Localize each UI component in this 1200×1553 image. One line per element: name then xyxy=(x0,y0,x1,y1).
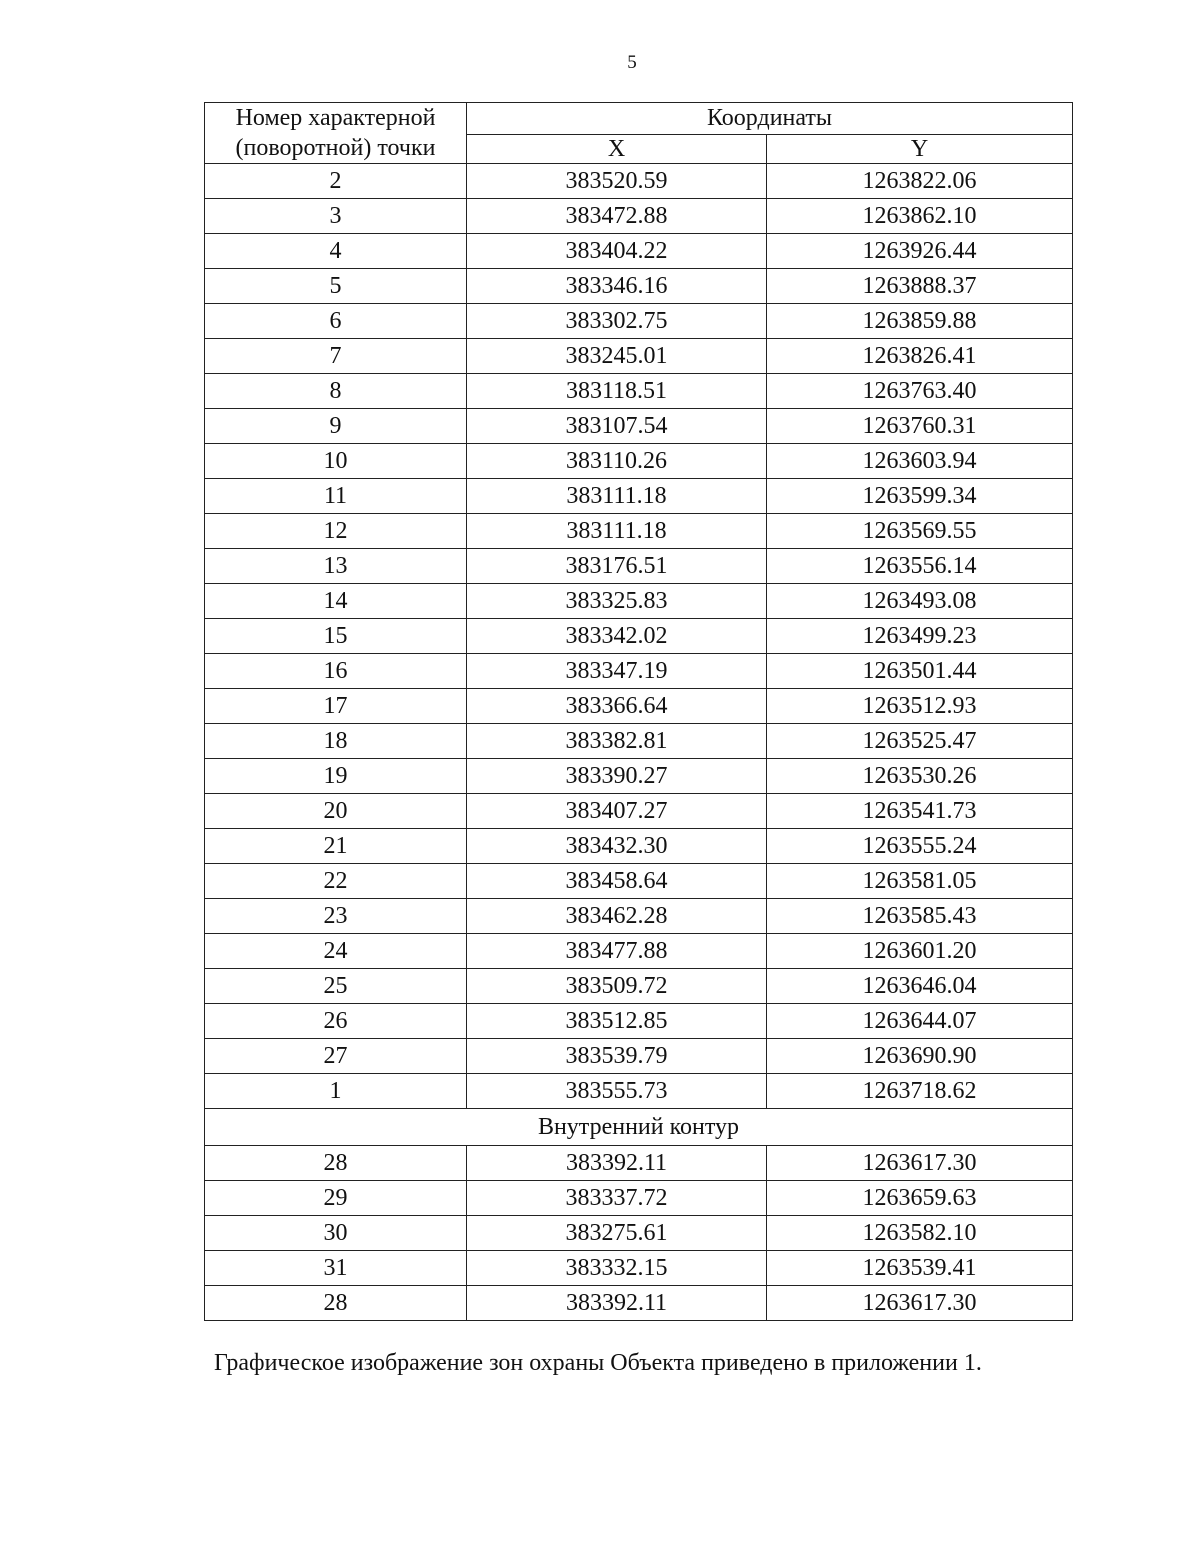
cell-y: 1263659.63 xyxy=(767,1181,1073,1216)
cell-x: 383107.54 xyxy=(467,409,767,444)
cell-point: 17 xyxy=(205,689,467,724)
table-row xyxy=(205,969,1073,1004)
cell-y: 1263826.41 xyxy=(767,339,1073,374)
cell-y: 1263512.93 xyxy=(767,689,1073,724)
cell-point: 25 xyxy=(205,969,467,1004)
cell-y: 1263822.06 xyxy=(767,164,1073,199)
table-row xyxy=(205,864,1073,899)
cell-point: 5 xyxy=(205,269,467,304)
cell-x: 383392.11 xyxy=(467,1146,767,1181)
cell-x: 383472.88 xyxy=(467,199,767,234)
cell-y: 1263499.23 xyxy=(767,619,1073,654)
cell-x: 383302.75 xyxy=(467,304,767,339)
inner-contour-title: Внутренний контур xyxy=(205,1109,1073,1146)
table-row xyxy=(205,409,1073,444)
table-row xyxy=(205,234,1073,269)
cell-point: 2 xyxy=(205,164,467,199)
cell-x: 383520.59 xyxy=(467,164,767,199)
table-row xyxy=(205,549,1073,584)
cell-x: 383245.01 xyxy=(467,339,767,374)
table-row xyxy=(205,654,1073,689)
cell-y: 1263862.10 xyxy=(767,199,1073,234)
cell-point: 23 xyxy=(205,899,467,934)
cell-y: 1263888.37 xyxy=(767,269,1073,304)
cell-point: 12 xyxy=(205,514,467,549)
cell-x: 383176.51 xyxy=(467,549,767,584)
cell-y: 1263601.20 xyxy=(767,934,1073,969)
cell-point: 24 xyxy=(205,934,467,969)
cell-x: 383332.15 xyxy=(467,1251,767,1286)
cell-y: 1263530.26 xyxy=(767,759,1073,794)
cell-y: 1263763.40 xyxy=(767,374,1073,409)
cell-point: 3 xyxy=(205,199,467,234)
cell-point: 6 xyxy=(205,304,467,339)
cell-point: 18 xyxy=(205,724,467,759)
cell-point: 29 xyxy=(205,1181,467,1216)
cell-point: 31 xyxy=(205,1251,467,1286)
cell-x: 383111.18 xyxy=(467,514,767,549)
table-row xyxy=(205,619,1073,654)
table-row xyxy=(205,899,1073,934)
table-row xyxy=(205,374,1073,409)
cell-y: 1263617.30 xyxy=(767,1146,1073,1181)
table-row xyxy=(205,1039,1073,1074)
table-row xyxy=(205,304,1073,339)
cell-x: 383432.30 xyxy=(467,829,767,864)
cell-x: 383404.22 xyxy=(467,234,767,269)
table-row xyxy=(205,584,1073,619)
cell-x: 383366.64 xyxy=(467,689,767,724)
cell-point: 20 xyxy=(205,794,467,829)
cell-x: 383407.27 xyxy=(467,794,767,829)
cell-y: 1263646.04 xyxy=(767,969,1073,1004)
table-row xyxy=(205,829,1073,864)
table-row xyxy=(205,1216,1073,1251)
cell-point: 10 xyxy=(205,444,467,479)
cell-point: 7 xyxy=(205,339,467,374)
table-row xyxy=(205,339,1073,374)
cell-y: 1263539.41 xyxy=(767,1251,1073,1286)
cell-x: 383118.51 xyxy=(467,374,767,409)
cell-y: 1263581.05 xyxy=(767,864,1073,899)
cell-point: 19 xyxy=(205,759,467,794)
table-row xyxy=(205,199,1073,234)
cell-point: 16 xyxy=(205,654,467,689)
cell-y: 1263582.10 xyxy=(767,1216,1073,1251)
table-row xyxy=(205,934,1073,969)
table-row xyxy=(205,759,1073,794)
cell-point: 13 xyxy=(205,549,467,584)
cell-point: 11 xyxy=(205,479,467,514)
cell-x: 383512.85 xyxy=(467,1004,767,1039)
cell-y: 1263569.55 xyxy=(767,514,1073,549)
table-row xyxy=(205,269,1073,304)
cell-x: 383477.88 xyxy=(467,934,767,969)
table-row xyxy=(205,689,1073,724)
cell-point: 8 xyxy=(205,374,467,409)
cell-x: 383509.72 xyxy=(467,969,767,1004)
cell-point: 30 xyxy=(205,1216,467,1251)
table-row xyxy=(205,1074,1073,1109)
coordinates-table xyxy=(204,102,1073,1321)
cell-point: 28 xyxy=(205,1286,467,1321)
cell-x: 383275.61 xyxy=(467,1216,767,1251)
table-row xyxy=(205,1181,1073,1216)
cell-y: 1263493.08 xyxy=(767,584,1073,619)
table-row xyxy=(205,1004,1073,1039)
inner-contour-body xyxy=(205,1146,1073,1321)
table-row xyxy=(205,1146,1073,1181)
header-point-number: Номер характерной (поворотной) точки xyxy=(205,103,467,164)
cell-point: 14 xyxy=(205,584,467,619)
page-number: 5 xyxy=(627,52,637,73)
table-row xyxy=(205,514,1073,549)
header-y: Y xyxy=(767,134,1073,163)
cell-x: 383462.28 xyxy=(467,899,767,934)
cell-x: 383390.27 xyxy=(467,759,767,794)
cell-y: 1263859.88 xyxy=(767,304,1073,339)
cell-x: 383382.81 xyxy=(467,724,767,759)
cell-y: 1263644.07 xyxy=(767,1004,1073,1039)
table-row xyxy=(205,164,1073,199)
cell-y: 1263555.24 xyxy=(767,829,1073,864)
table-row xyxy=(205,724,1073,759)
cell-point: 1 xyxy=(205,1074,467,1109)
cell-point: 26 xyxy=(205,1004,467,1039)
cell-y: 1263760.31 xyxy=(767,409,1073,444)
header-coordinates: Координаты xyxy=(467,103,1073,135)
cell-y: 1263541.73 xyxy=(767,794,1073,829)
cell-point: 22 xyxy=(205,864,467,899)
cell-point: 27 xyxy=(205,1039,467,1074)
table-row xyxy=(205,1286,1073,1321)
cell-y: 1263585.43 xyxy=(767,899,1073,934)
header-x: X xyxy=(467,134,767,163)
cell-x: 383325.83 xyxy=(467,584,767,619)
table-row xyxy=(205,444,1073,479)
table-row xyxy=(205,794,1073,829)
cell-point: 21 xyxy=(205,829,467,864)
cell-y: 1263525.47 xyxy=(767,724,1073,759)
cell-y: 1263617.30 xyxy=(767,1286,1073,1321)
cell-x: 383346.16 xyxy=(467,269,767,304)
cell-x: 383337.72 xyxy=(467,1181,767,1216)
outer-contour-body xyxy=(205,164,1073,1109)
table-row xyxy=(205,479,1073,514)
cell-x: 383555.73 xyxy=(467,1074,767,1109)
cell-point: 4 xyxy=(205,234,467,269)
cell-point: 15 xyxy=(205,619,467,654)
cell-x: 383392.11 xyxy=(467,1286,767,1321)
cell-y: 1263926.44 xyxy=(767,234,1073,269)
cell-x: 383110.26 xyxy=(467,444,767,479)
appendix-note: Графическое изображение зон охраны Объекта приведено в приложении 1. xyxy=(214,1350,982,1376)
cell-y: 1263556.14 xyxy=(767,549,1073,584)
cell-y: 1263603.94 xyxy=(767,444,1073,479)
cell-x: 383347.19 xyxy=(467,654,767,689)
cell-y: 1263501.44 xyxy=(767,654,1073,689)
cell-x: 383342.02 xyxy=(467,619,767,654)
cell-point: 9 xyxy=(205,409,467,444)
cell-x: 383539.79 xyxy=(467,1039,767,1074)
cell-y: 1263599.34 xyxy=(767,479,1073,514)
cell-x: 383111.18 xyxy=(467,479,767,514)
cell-x: 383458.64 xyxy=(467,864,767,899)
cell-y: 1263718.62 xyxy=(767,1074,1073,1109)
cell-y: 1263690.90 xyxy=(767,1039,1073,1074)
cell-point: 28 xyxy=(205,1146,467,1181)
table-row xyxy=(205,1251,1073,1286)
